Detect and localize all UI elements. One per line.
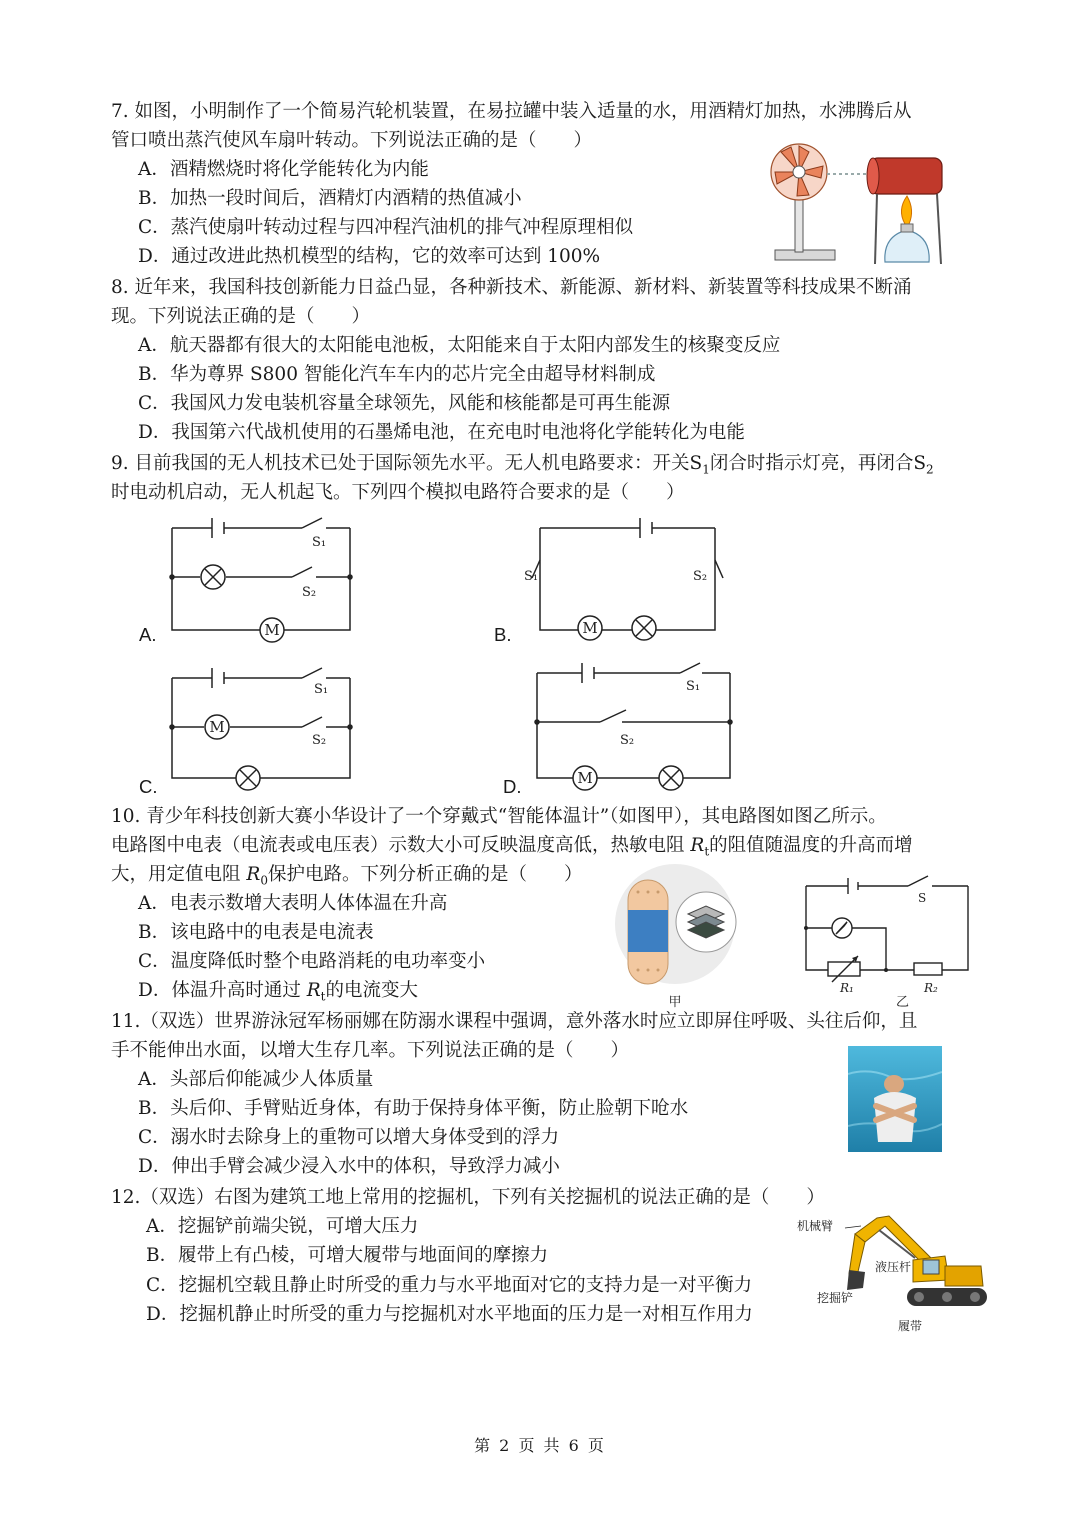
r1-label: R₁ [840,981,854,995]
switch-s1-label-d: S₁ [686,679,701,694]
q11-option-d: D．伸出手臂会减少浸入水中的体积，导致浮力减小 [138,1156,560,1177]
q12-option-d: D．挖掘机静止时所受的重力与挖掘机对水平地面的压力是一对相互作用力 [146,1304,753,1325]
switch-s1-label-c: S₁ [314,682,329,697]
q9-option-d-label: D. [503,776,522,797]
q7-option-b: B．加热一段时间后，酒精灯内酒精的热值减小 [138,188,522,209]
page-number: 第 2 页 共 6 页 [474,1436,606,1455]
motor-label-d: M [577,769,593,787]
motor-label-c: M [209,718,225,736]
q12-option-b: B．履带上有凸棱，可增大履带与地面间的摩擦力 [146,1245,549,1266]
q7-option-c: C．蒸汽使扇叶转动过程与四冲程汽油机的排气冲程原理相似 [138,217,634,238]
excavator-arm-label: 机械臂 [797,1219,834,1233]
q9-option-c-label: C. [139,776,158,797]
q12-option-a: A．挖掘铲前端尖锐，可增大压力 [146,1216,419,1237]
q10-stem-line2: 电路图中电表（电流表或电压表）示数大小可反映温度高低，热敏电阻 $R_t$的阻值随温度的升高而增 [111,835,913,859]
q10-stem-line1: 10. 青少年科技创新大赛小华设计了一个穿戴式“智能体温计”（如图甲），其电路图如图乙所示。 [111,806,887,827]
excavator-track-label: 履带 [898,1319,923,1333]
excavator-figure [795,1208,990,1336]
q11-option-c: C．溺水时去除身上的重物可以增大身体受到的浮力 [138,1127,560,1148]
q11-option-a: A．头部后仰能减少人体质量 [138,1069,374,1090]
q7-stem-line2: 管口喷出蒸汽使风车扇叶转动。下列说法正确的是（ ） [111,130,593,151]
switch-s2-label-b: S₂ [693,569,708,584]
excavator-shovel-label: 挖掘铲 [817,1291,854,1305]
circuit-diagrams [130,510,750,805]
q8-option-d: D．我国第六代战机使用的石墨烯电池，在充电时电池将化学能转化为电能 [138,422,745,443]
q9-option-b-label: B. [494,624,512,645]
floating-swimmer-image [848,1046,942,1152]
q12-option-c: C．挖掘机空载且静止时所受的重力与水平地面对它的支持力是一对平衡力 [146,1275,753,1296]
q7-stem-line1: 7. 如图，小明制作了一个简易汽轮机装置，在易拉罐中装入适量的水，用酒精灯加热，水沸腾后从 [111,101,912,122]
q8-option-a: A．航天器都有很大的太阳能电池板，太阳能来自于太阳内部发生的核聚变反应 [138,335,781,356]
switch-s-label: S [918,891,927,905]
q12-stem-line1: 12.（双选）右图为建筑工地上常用的挖掘机，下列有关挖掘机的说法正确的是（ ） [111,1187,825,1208]
q10-stem-line3: 大，用定值电阻 $R_0$保护电路。下列分析正确的是（ ） [111,864,583,888]
q9-stem-line1: 9. 目前我国的无人机技术已处于国际领先水平。无人机电路要求：开关$S_1$闭合时指示灯亮，再闭合$S_2$ [111,453,934,477]
steam-turbine-figure [765,132,965,267]
q8-option-b: B．华为尊界 S800 智能化汽车车内的芯片完全由超导材料制成 [138,364,656,385]
q10-option-c: C．温度降低时整个电路消耗的电功率变小 [138,951,486,972]
q8-stem-line1: 8. 近年来，我国科技创新能力日益凸显，各种新技术、新能源、新材料、新装置等科技成果不断涌 [111,277,912,298]
q11-stem-line1: 11.（双选）世界游泳冠军杨丽娜在防溺水课程中强调，意外落水时应立即屏住呼吸、头往后仰，且 [111,1011,918,1032]
q7-option-a: A．酒精燃烧时将化学能转化为内能 [138,159,429,180]
q10-option-b: B．该电路中的电表是电流表 [138,922,374,943]
switch-s2-label-c: S₂ [312,733,327,748]
q10-option-a: A．电表示数增大表明人体体温在升高 [138,893,448,914]
q9-stem-line2: 时电动机启动，无人机起飞。下列四个模拟电路符合要求的是（ ） [111,482,685,503]
excavator-cylinder-label: 液压杆 [875,1260,912,1274]
switch-s1-label-b: S₁ [524,569,539,584]
q8-option-c: C．我国风力发电装机容量全球领先，风能和核能都是可再生能源 [138,393,671,414]
figure-jia-label: 甲 [668,995,682,1010]
q10-option-d: D．体温升高时通过 $R_t$的电流变大 [138,980,418,1004]
figure-yi-label: 乙 [896,995,910,1007]
q8-stem-line2: 现。下列说法正确的是（ ） [111,306,371,327]
switch-s1-label-a: S₁ [312,535,327,550]
q7-option-d: D．通过改进此热机模型的结构，它的效率可达到 100% [138,246,601,267]
switch-s2-label-d: S₂ [620,733,635,748]
motor-label-b: M [582,619,598,637]
wearable-thermometer-figure [610,862,740,1010]
q11-option-b: B．头后仰、手臂贴近身体，有助于保持身体平衡，防止脸朝下呛水 [138,1098,689,1119]
q9-option-a-label: A. [139,624,157,645]
switch-s2-label-a: S₂ [302,585,317,600]
q11-stem-line2: 手不能伸出水面，以增大生存几率。下列说法正确的是（ ） [111,1040,630,1061]
thermometer-circuit-figure [800,872,975,1007]
r2-label: R₂ [924,981,938,995]
motor-label-a: M [264,621,280,639]
